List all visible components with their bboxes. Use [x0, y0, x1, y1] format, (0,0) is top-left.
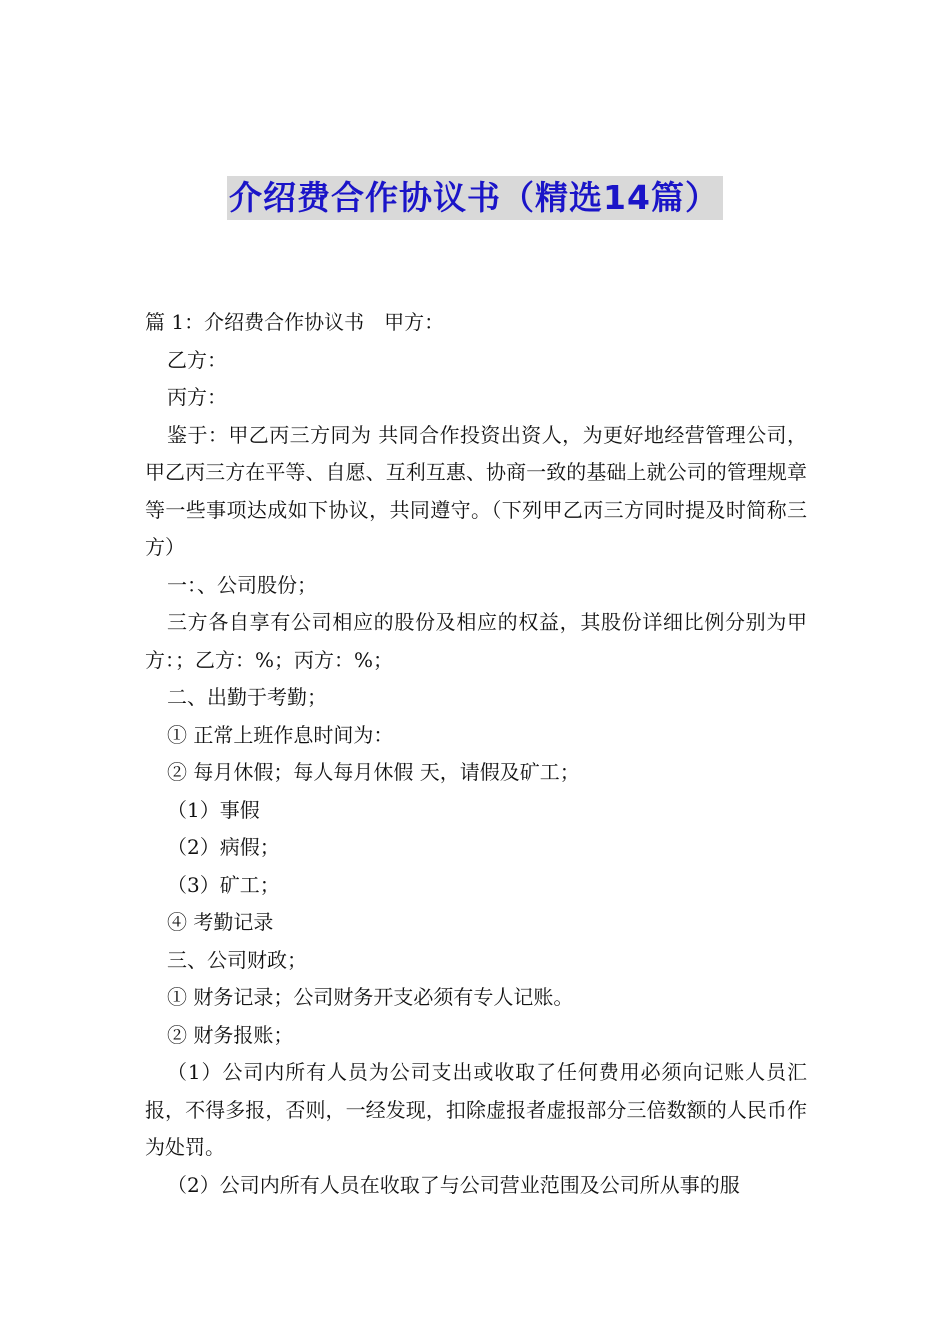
section-1-heading: 一：、公司股份； [167, 572, 317, 597]
paragraph-whereas: 鉴于：甲乙丙三方同为 共同合作投资出资人，为更好地经营管理公司，甲乙丙三方在平等、自愿、互利互惠、协商一致的基础上就公司的管理规章等一些事项达成如下协议，共同遵守。（下列甲乙丙三方同时提及时简称三方） [145, 422, 807, 559]
list-item: ② 财务报账； [167, 1022, 294, 1047]
document-title: 介绍费合作协议书（精选14篇） [227, 176, 723, 220]
paragraph-shares: 三方各自享有公司相应的股份及相应的权益，其股份详细比例分别为甲方：；乙方：%；丙方：%； [145, 610, 807, 672]
list-item: （2）病假； [167, 835, 280, 859]
list-item: ② 每月休假；每人每月休假 天，请假及矿工； [167, 760, 580, 784]
paragraph-heading: 篇 1：介绍费合作协议书 甲方： [145, 310, 445, 334]
paragraph-reporting-1: （1）公司内所有人员为公司支出或收取了任何费用必须向记账人员汇报，不得多报，否则，一经发现，扣除虚报者虚报部分三倍数额的人民币作为处罚。 [145, 1060, 807, 1159]
section-2-heading: 二、出勤于考勤； [167, 685, 327, 709]
list-item: ① 正常上班作息时间为： [167, 722, 394, 747]
document-body [145, 304, 807, 1204]
title-container [0, 176, 950, 220]
paragraph-party-c: 丙方： [167, 385, 227, 409]
list-item: （1）事假 [167, 797, 260, 822]
section-3-heading: 三、公司财政； [167, 947, 307, 972]
list-item: ④ 考勤记录 [167, 910, 274, 934]
paragraph-party-b: 乙方： [167, 347, 227, 372]
list-item: ① 财务记录；公司财务开支必须有专人记账。 [167, 985, 574, 1009]
paragraph-reporting-2: （2）公司内所有人员在收取了与公司营业范围及公司所从事的服 [167, 1172, 740, 1197]
list-item: （3）矿工； [167, 872, 280, 897]
